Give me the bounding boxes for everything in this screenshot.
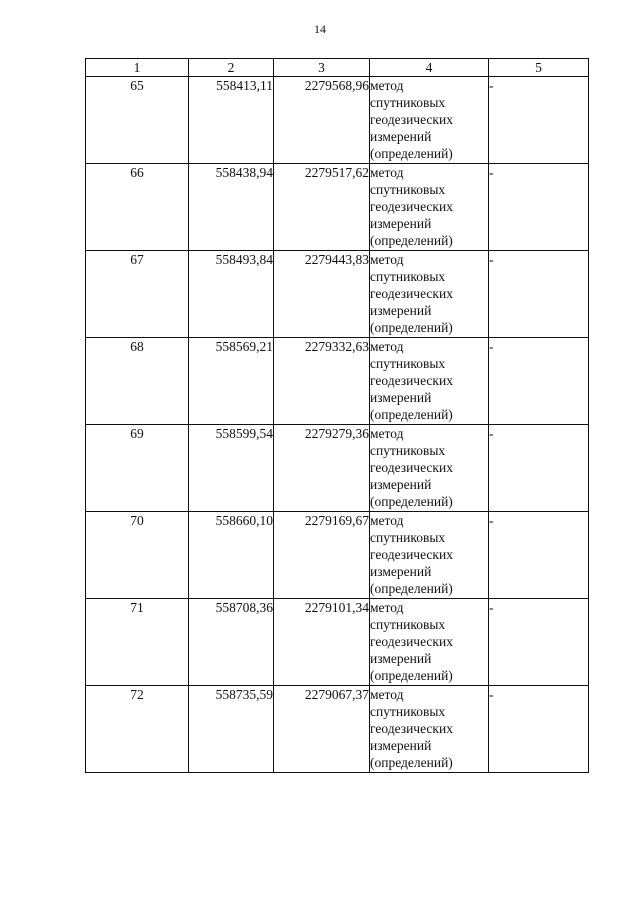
point-number-cell: 66 [86,164,189,251]
method-line: измерений [370,216,432,231]
method-line: геодезических [370,199,453,214]
method-line: (определений) [370,668,453,683]
x-coordinate-cell: 558735,59 [189,686,274,773]
method-line: (определений) [370,233,453,248]
method-line: геодезических [370,286,453,301]
table-row [86,338,589,425]
x-coordinate-cell: 558708,36 [189,599,274,686]
method-cell [370,512,489,599]
x-coordinate-cell: 558599,54 [189,425,274,512]
table-row [86,599,589,686]
y-coordinate-cell: 2279169,67 [274,512,370,599]
x-coordinate-cell: 558569,21 [189,338,274,425]
method-line: измерений [370,129,432,144]
note-cell: - [489,251,589,338]
method-cell [370,77,489,164]
note-cell: - [489,599,589,686]
table-row [86,425,589,512]
method-line: (определений) [370,146,453,161]
note-cell: - [489,512,589,599]
method-line: метод [370,600,404,615]
column-header-5: 5 [489,59,589,77]
point-number-cell: 68 [86,338,189,425]
method-line: измерений [370,390,432,405]
method-line: спутниковых [370,356,446,371]
method-cell [370,251,489,338]
method-line: геодезических [370,721,453,736]
method-line: спутниковых [370,530,446,545]
x-coordinate-cell: 558493,84 [189,251,274,338]
x-coordinate-cell: 558438,94 [189,164,274,251]
method-cell [370,164,489,251]
point-number-cell: 70 [86,512,189,599]
method-line: измерений [370,477,432,492]
method-line: измерений [370,303,432,318]
y-coordinate-cell: 2279517,62 [274,164,370,251]
page-number: 14 [314,22,326,36]
method-line: спутниковых [370,269,446,284]
method-cell [370,338,489,425]
y-coordinate-cell: 2279067,37 [274,686,370,773]
method-line: (определений) [370,320,453,335]
method-line: геодезических [370,634,453,649]
method-line: (определений) [370,407,453,422]
note-cell: - [489,164,589,251]
table-header-row [86,59,589,77]
method-line: спутниковых [370,95,446,110]
table-row [86,164,589,251]
method-line: спутниковых [370,182,446,197]
method-line: спутниковых [370,443,446,458]
method-line: метод [370,339,404,354]
table-row [86,512,589,599]
point-number-cell: 65 [86,77,189,164]
note-cell: - [489,686,589,773]
column-header-4: 4 [370,59,489,77]
method-line: геодезических [370,373,453,388]
method-line: метод [370,252,404,267]
method-line: метод [370,426,404,441]
point-number-cell: 67 [86,251,189,338]
note-cell: - [489,425,589,512]
table-row [86,686,589,773]
note-cell: - [489,338,589,425]
method-line: (определений) [370,494,453,509]
coordinates-table [85,58,589,773]
method-line: измерений [370,738,432,753]
table-row [86,77,589,164]
table-row [86,251,589,338]
column-header-2: 2 [189,59,274,77]
method-line: (определений) [370,755,453,770]
note-cell: - [489,77,589,164]
method-line: (определений) [370,581,453,596]
method-line: метод [370,165,404,180]
method-line: геодезических [370,460,453,475]
y-coordinate-cell: 2279443,83 [274,251,370,338]
method-line: измерений [370,564,432,579]
column-header-1: 1 [86,59,189,77]
method-line: геодезических [370,547,453,562]
y-coordinate-cell: 2279279,36 [274,425,370,512]
y-coordinate-cell: 2279101,34 [274,599,370,686]
table-body [86,77,589,773]
y-coordinate-cell: 2279568,96 [274,77,370,164]
point-number-cell: 72 [86,686,189,773]
method-cell [370,599,489,686]
point-number-cell: 69 [86,425,189,512]
y-coordinate-cell: 2279332,63 [274,338,370,425]
column-header-3: 3 [274,59,370,77]
method-line: измерений [370,651,432,666]
point-number-cell: 71 [86,599,189,686]
method-cell [370,686,489,773]
method-line: метод [370,687,404,702]
method-line: спутниковых [370,617,446,632]
method-line: спутниковых [370,704,446,719]
x-coordinate-cell: 558413,11 [189,77,274,164]
method-line: метод [370,513,404,528]
x-coordinate-cell: 558660,10 [189,512,274,599]
method-line: метод [370,78,404,93]
method-line: геодезических [370,112,453,127]
method-cell [370,425,489,512]
